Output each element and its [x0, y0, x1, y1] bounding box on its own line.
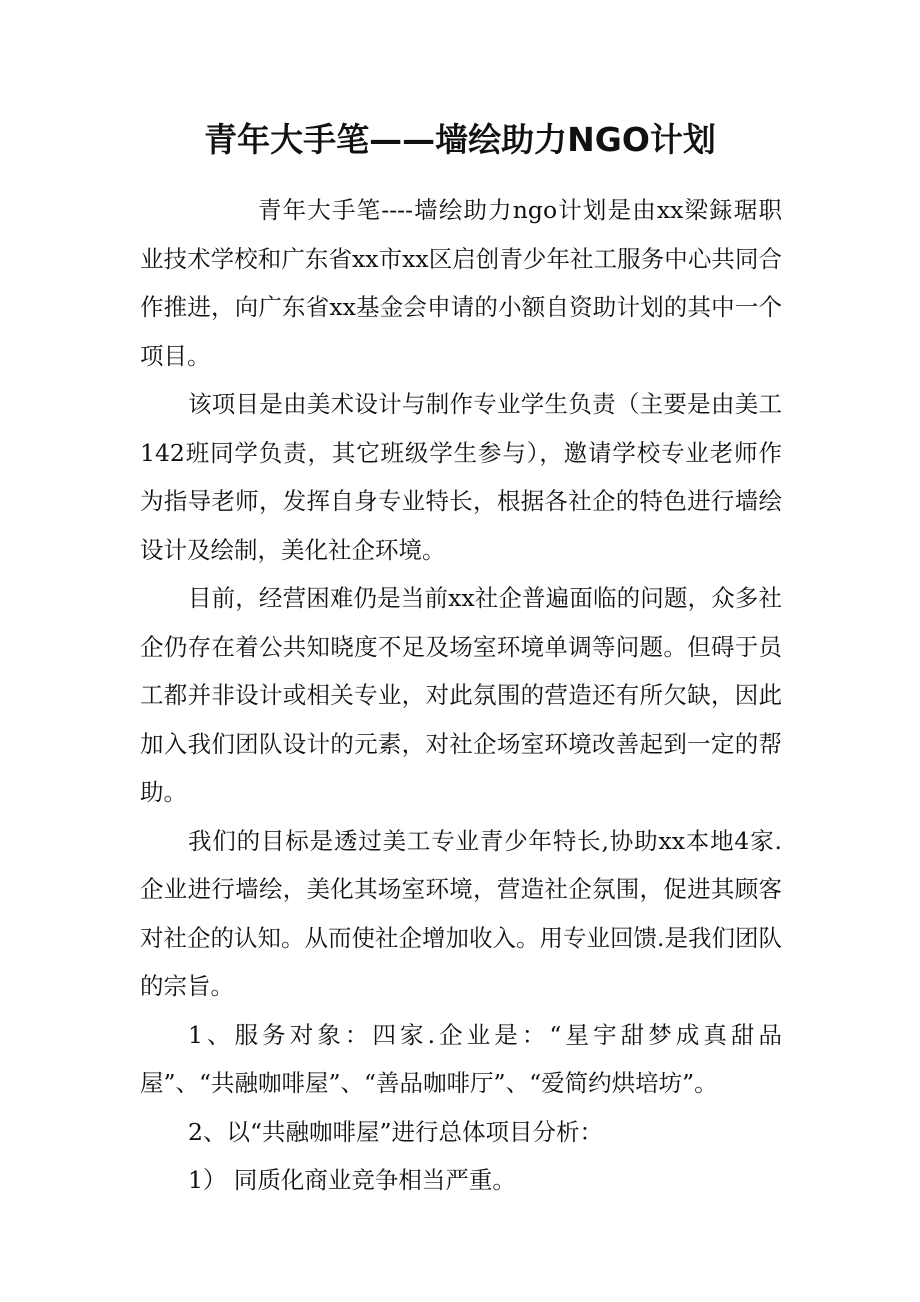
document-body	[140, 186, 782, 1205]
paragraph-analysis-heading: 2、以“共融咖啡屋”进行总体项目分析：	[188, 1117, 603, 1146]
document-title: 青年大手笔——墙绘助力NGO计划	[204, 120, 716, 159]
paragraph-analysis-point-1: 1） 同质化商业竞争相当严重。	[188, 1166, 516, 1194]
paragraph-project-description: 该项目是由美术设计与制作专业学生负责（主要是由美工142班同学负责，其它班级学生参与），邀请学校专业老师作为指导老师，发挥自身专业特长，根据各社企的特色进行墙绘设计及绘制，美化社企环境。	[140, 390, 782, 564]
paragraph-goal: 我们的目标是透过美工专业青少年特长,协助xx本地4家.企业进行墙绘，美化其场室环境，营造社企氛围，促进其顾客对社企的认知。从而使社企增加收入。用专业回馈.是我们团队的宗旨。	[140, 826, 782, 1000]
paragraph-intro: 青年大手笔----墙绘助力ngo计划是由xx梁銾琚职业技术学校和广东省xx市xx区启创青少年社工服务中心共同合作推进，向广东省xx基金会申请的小额自资助计划的其中一个项目。	[140, 196, 782, 370]
paragraph-service-targets: 1、服务对象：四家.企业是：“星宇甜梦成真甜品屋”、“共融咖啡屋”、“善品咖啡厅”、“爱简约烘培坊”。	[140, 1020, 782, 1097]
paragraph-current-situation: 目前，经营困难仍是当前xx社企普遍面临的问题，众多社企仍存在着公共知晓度不足及场室环境单调等问题。但碍于员工都并非设计或相关专业，对此氛围的营造还有所欠缺，因此加入我们团队设计的元素，对社企场室环境改善起到一定的帮助。	[140, 584, 782, 806]
